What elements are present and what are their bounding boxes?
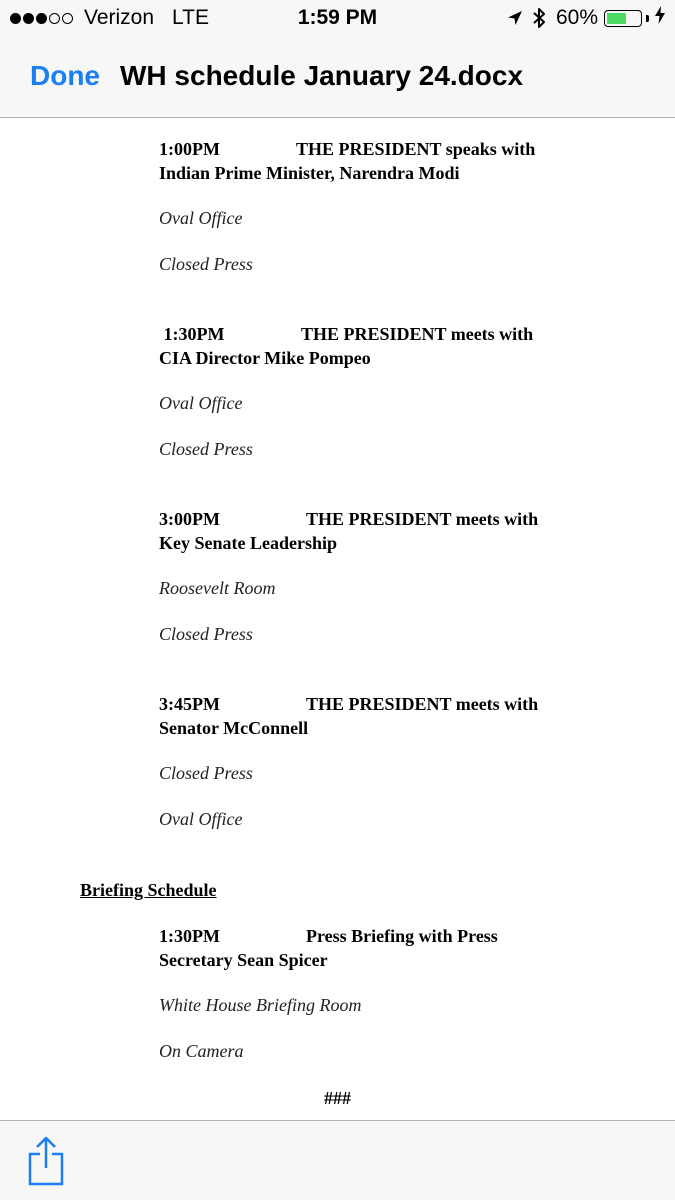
share-icon	[26, 1135, 66, 1187]
entry-event: THE PRESIDENT meets with	[306, 694, 539, 714]
briefing-schedule-heading: Briefing Schedule	[80, 880, 217, 900]
carrier-name: Verizon	[84, 6, 155, 29]
entry-event-continued: Key Senate Leadership	[159, 533, 337, 553]
charging-bolt-icon	[655, 6, 665, 30]
entry-location: Closed Press	[159, 763, 253, 783]
entry-event: THE PRESIDENT speaks with	[296, 139, 536, 159]
entry-event-continued: Secretary Sean Spicer	[159, 950, 328, 970]
battery-percent: 60%	[555, 6, 598, 29]
entry-location: Roosevelt Room	[159, 578, 276, 598]
entry-location: White House Briefing Room	[159, 995, 362, 1015]
entry-press: Closed Press	[159, 254, 253, 274]
bottom-toolbar	[0, 1120, 675, 1200]
entry-event-continued: Senator McConnell	[159, 718, 309, 738]
schedule-entry	[159, 137, 589, 274]
share-button[interactable]	[26, 1135, 66, 1187]
briefing-entry	[159, 924, 589, 1061]
entry-time: 1:30PM	[159, 324, 225, 344]
network-type: LTE	[172, 6, 210, 29]
location-arrow-icon	[507, 10, 523, 26]
entry-event: THE PRESIDENT meets with	[301, 324, 534, 344]
entry-event-continued: Indian Prime Minister, Narendra Modi	[159, 163, 460, 183]
end-mark: ###	[324, 1088, 351, 1108]
entry-press: Oval Office	[159, 809, 243, 829]
schedule-entry	[159, 692, 589, 829]
document-view[interactable]	[0, 118, 675, 1120]
entry-event: Press Briefing with Press	[306, 926, 498, 946]
entry-time: 3:00PM	[159, 509, 220, 529]
battery-icon	[604, 10, 642, 27]
entry-press: Closed Press	[159, 439, 253, 459]
navigation-bar	[0, 40, 675, 116]
entry-location: Oval Office	[159, 208, 243, 228]
entry-event: THE PRESIDENT meets with	[306, 509, 539, 529]
document-title: WH schedule January 24.docx	[120, 60, 524, 91]
entry-event-continued: CIA Director Mike Pompeo	[159, 348, 371, 368]
status-bar	[0, 0, 675, 38]
battery-level-fill	[607, 13, 626, 24]
done-button[interactable]: Done	[30, 60, 100, 91]
entry-location: Oval Office	[159, 393, 243, 413]
entry-time: 1:00PM	[159, 139, 220, 159]
entry-time: 3:45PM	[159, 694, 220, 714]
battery-cap	[646, 15, 649, 22]
schedule-entry	[159, 507, 589, 644]
top-bar	[0, 0, 675, 118]
bluetooth-icon	[533, 7, 546, 29]
status-time: 1:59 PM	[297, 6, 378, 29]
schedule-entry	[159, 322, 589, 459]
entry-time: 1:30PM	[159, 926, 220, 946]
entry-press: On Camera	[159, 1041, 244, 1061]
entry-press: Closed Press	[159, 624, 253, 644]
status-right	[507, 6, 665, 30]
